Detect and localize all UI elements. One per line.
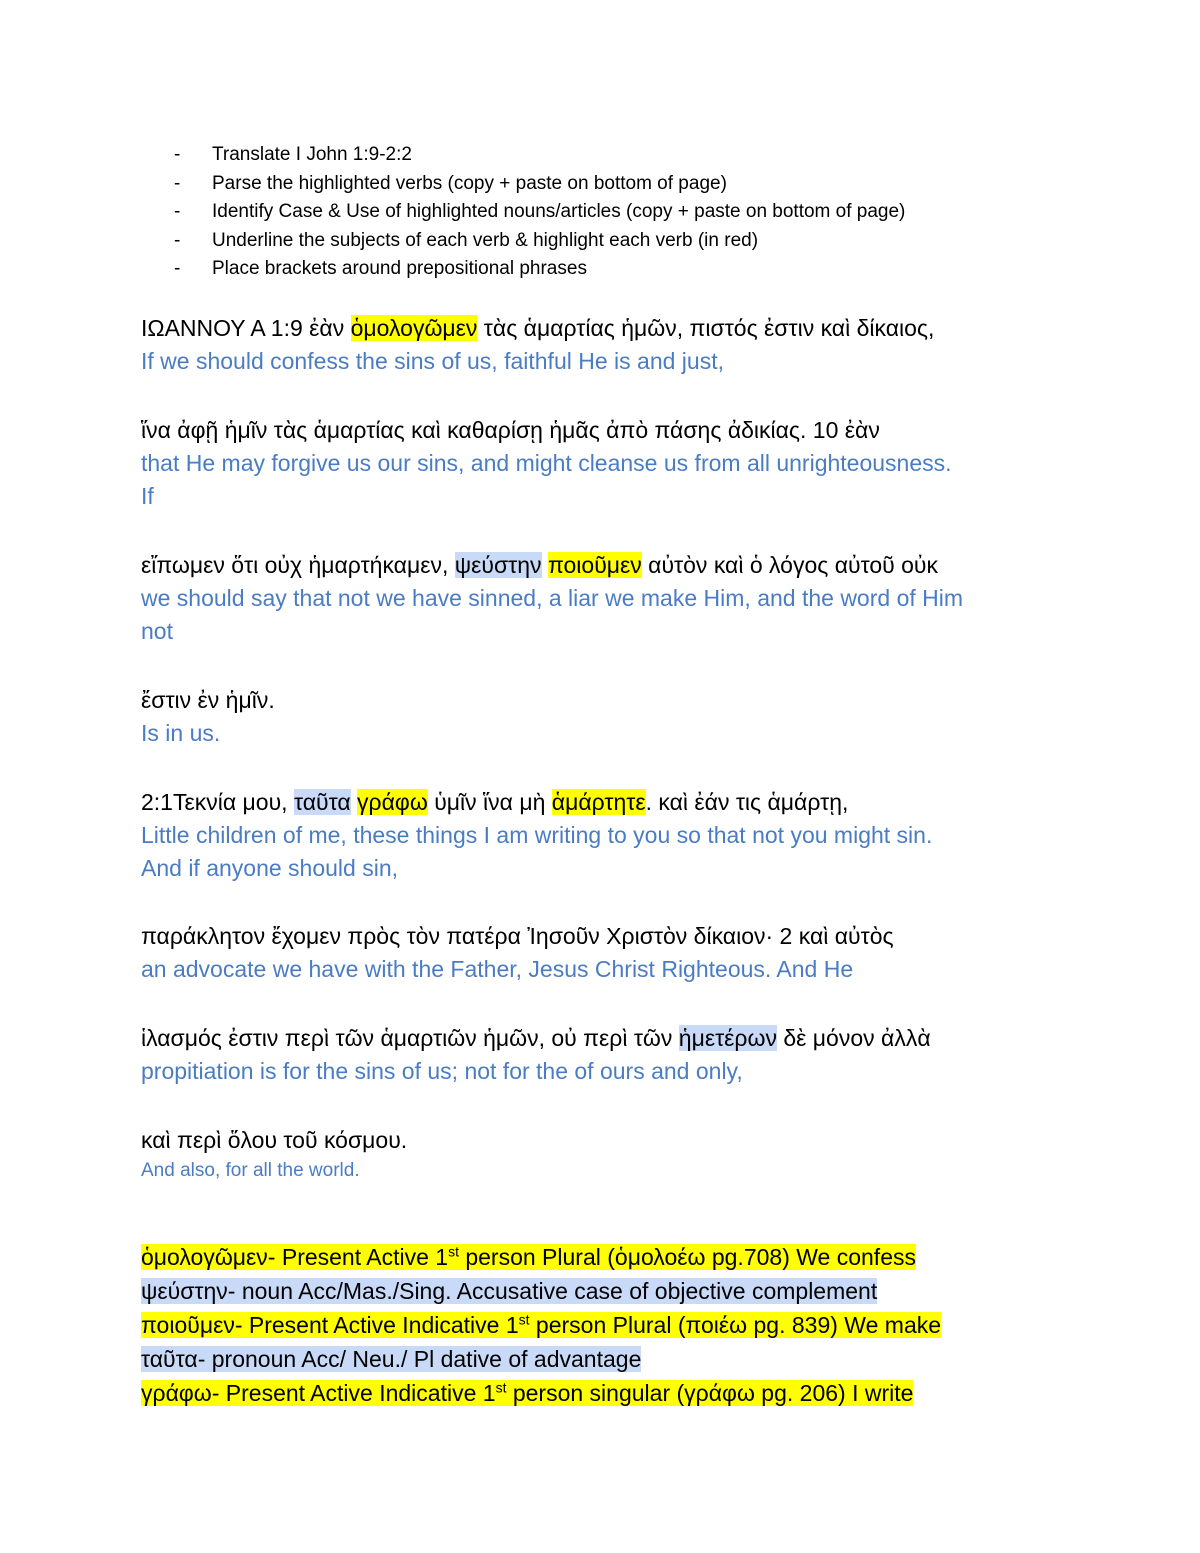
parsing-text: person Plural (ποιέω pg. 839) We make	[529, 1312, 942, 1338]
highlighted-noun: ἡμετέρων	[678, 1025, 777, 1051]
instruction-item	[172, 198, 905, 227]
parsing-entry	[141, 1278, 877, 1304]
ordinal-suffix: st	[518, 1311, 530, 1328]
parsing-entry	[141, 1312, 941, 1338]
english-translation: that He may forgive us our sins, and might cleanse us from all unrighteousness.	[141, 450, 952, 476]
parsing-entry	[141, 1380, 913, 1406]
verse-block-2-1-cont	[141, 919, 894, 986]
verse-block-1-10	[141, 548, 963, 648]
greek-line	[141, 785, 932, 819]
greek-line	[141, 1021, 931, 1055]
english-translation: If	[141, 483, 154, 509]
greek-text: . καὶ ἐάν τις ἁμάρτῃ,	[645, 789, 849, 815]
parsing-section	[141, 1240, 941, 1410]
parsing-text: ποιοῦμεν- Present Active Indicative 1	[141, 1312, 519, 1338]
verse-block-2-1	[141, 785, 932, 885]
parsing-entry	[141, 1244, 916, 1270]
instruction-text: Underline the subjects of each verb & highlight each verb (in red)	[212, 229, 759, 251]
ordinal-suffix: st	[448, 1243, 459, 1260]
greek-line: καὶ περὶ ὅλου τοῦ κόσμου.	[141, 1127, 408, 1153]
parsing-text: person singular (γράφω pg. 206) I write	[506, 1380, 914, 1406]
greek-text: αὐτὸν καὶ ὁ λόγος αὐτοῦ οὐκ	[641, 552, 938, 578]
bullet-dash: -	[174, 172, 181, 194]
english-translation: propitiation is for the sins of us; not for the of ours and only,	[141, 1058, 743, 1084]
greek-line	[141, 548, 963, 582]
verse-block-1-10-end	[141, 683, 275, 750]
greek-text: 2:1Τεκνία μου,	[141, 789, 294, 815]
greek-line: ἔστιν ἐν ἡμῖν.	[141, 687, 275, 713]
english-translation: we should say that not we have sinned, a liar we make Him, and the word of Him	[141, 585, 964, 611]
parsing-entry	[141, 1346, 641, 1372]
english-translation: not	[141, 618, 173, 644]
instruction-item	[172, 255, 905, 284]
parsing-row	[141, 1376, 941, 1410]
instruction-text: Identify Case & Use of highlighted nouns/articles (copy + paste on bottom of page)	[212, 201, 906, 222]
instruction-text: Parse the highlighted verbs (copy + paste on bottom of page)	[212, 172, 727, 194]
english-translation: If we should confess the sins of us, faithful He is and just,	[141, 348, 724, 374]
greek-text: ἱλασμός ἐστιν περὶ τῶν ἁμαρτιῶν ἡμῶν, οὐ περὶ τῶν	[141, 1025, 679, 1051]
parsing-row	[141, 1274, 941, 1308]
verse-block-2-2	[141, 1021, 931, 1088]
bullet-dash: -	[174, 144, 181, 165]
parsing-text: person Plural (ὁμολοέω pg.708) We confess	[458, 1244, 916, 1270]
parsing-text: ψεύστην- noun Acc/Mas./Sing. Accusative case of objective complement	[141, 1278, 878, 1304]
highlighted-verb: ποιοῦμεν	[547, 552, 642, 578]
ordinal-suffix: st	[495, 1379, 507, 1396]
instruction-text: Place brackets around prepositional phrases	[212, 258, 587, 279]
verse-block-1-9	[141, 311, 934, 378]
greek-text: εἴπωμεν ὅτι οὐχ ἡμαρτήκαμεν,	[141, 552, 455, 578]
highlighted-verb: γράφω	[357, 789, 428, 815]
highlighted-noun: ταῦτα	[293, 789, 351, 815]
greek-line	[141, 311, 934, 345]
highlighted-verb: ὁμολογῶμεν	[350, 315, 478, 341]
english-translation: And also, for all the world.	[141, 1160, 360, 1181]
greek-text: τὰς ἁμαρτίας ἡμῶν, πιστός ἐστιν καὶ δίκαιος,	[477, 315, 935, 341]
instruction-item	[172, 170, 905, 199]
greek-text: δὲ μόνον ἀλλὰ	[776, 1025, 931, 1051]
english-translation: Is in us.	[141, 720, 221, 746]
highlighted-verb: ἁμάρτητε	[551, 789, 646, 815]
greek-text: ὑμῖν ἵνα μὴ	[427, 789, 552, 815]
highlighted-noun: ψεύστην	[454, 552, 542, 578]
parsing-text: ὁμολογῶμεν- Present Active 1	[141, 1244, 449, 1270]
english-translation: And if anyone should sin,	[141, 855, 399, 881]
verse-block-2-2-end	[141, 1123, 407, 1185]
english-translation: Little children of me, these things I am writing to you so that not you might sin.	[141, 822, 933, 848]
bullet-dash: -	[174, 229, 181, 251]
greek-text	[542, 552, 548, 578]
parsing-row	[141, 1308, 941, 1342]
instruction-item	[172, 141, 905, 170]
instruction-list	[172, 141, 905, 284]
parsing-row	[141, 1240, 941, 1274]
greek-line: ἵνα ἀφῇ ἡμῖν τὰς ἁμαρτίας καὶ καθαρίσῃ ἡμᾶς ἀπὸ πάσης ἀδικίας. 10 ἐὰν	[141, 417, 880, 443]
parsing-row	[141, 1342, 941, 1376]
bullet-dash: -	[174, 258, 181, 279]
instruction-item	[172, 227, 905, 256]
parsing-text: ταῦτα- pronoun Acc/ Neu./ Pl dative of advantage	[141, 1346, 642, 1372]
english-translation: an advocate we have with the Father, Jesus Christ Righteous. And He	[141, 956, 854, 982]
instruction-text: Translate I John 1:9-2:2	[212, 144, 412, 165]
greek-text: ΙΩΑΝΝΟΥ Α 1:9 ἐὰν	[141, 315, 351, 341]
verse-block-1-9-cont	[141, 413, 952, 513]
greek-line: παράκλητον ἔχομεν πρὸς τὸν πατέρα Ἰησοῦν Χριστὸν δίκαιον· 2 καὶ αὐτὸς	[141, 923, 894, 949]
bullet-dash: -	[174, 201, 181, 222]
parsing-text: γράφω- Present Active Indicative 1	[141, 1380, 496, 1406]
